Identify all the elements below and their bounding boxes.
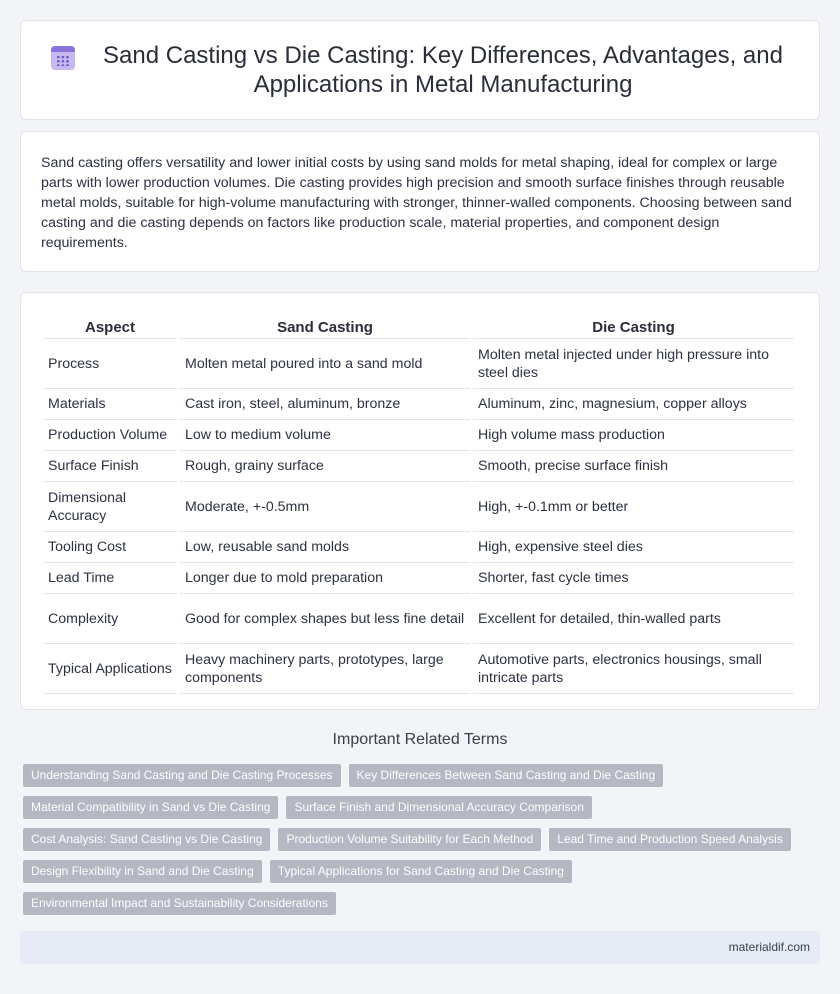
related-terms-tags: [23, 764, 823, 915]
sand-casting-cell: Low, reusable sand molds: [180, 532, 470, 563]
table-row: [43, 339, 794, 389]
table-row: [43, 644, 794, 694]
table-row: [43, 451, 794, 482]
sand-casting-cell: Rough, grainy surface: [180, 451, 470, 482]
related-terms-heading: Important Related Terms: [332, 731, 508, 748]
related-term-tag[interactable]: Environmental Impact and Sustainability Considerations: [23, 892, 336, 915]
sand-casting-cell: Low to medium volume: [180, 420, 470, 451]
table-row: [43, 532, 794, 563]
aspect-cell: Process: [43, 339, 177, 389]
aspect-cell: Surface Finish: [43, 451, 177, 482]
aspect-cell: Complexity: [43, 594, 177, 644]
related-term-tag[interactable]: Cost Analysis: Sand Casting vs Die Casting: [23, 828, 270, 851]
sand-casting-cell: Molten metal poured into a sand mold: [180, 339, 470, 389]
comparison-table: [40, 313, 797, 694]
table-row: [43, 563, 794, 594]
intro-card: [20, 131, 820, 272]
aspect-cell: Dimensional Accuracy: [43, 482, 177, 532]
header-aspect: Aspect: [43, 313, 177, 339]
related-term-tag[interactable]: Lead Time and Production Speed Analysis: [549, 828, 790, 851]
page-title: Sand Casting vs Die Casting: Key Differences, Advantages, and Applications in Metal Manufacturing: [103, 42, 783, 98]
aspect-cell: Tooling Cost: [43, 532, 177, 563]
title-card: [20, 20, 820, 120]
die-casting-cell: Aluminum, zinc, magnesium, copper alloys: [473, 389, 794, 420]
die-casting-cell: High volume mass production: [473, 420, 794, 451]
related-term-tag[interactable]: Design Flexibility in Sand and Die Casting: [23, 860, 262, 883]
footer-site-link[interactable]: materialdif.com: [728, 940, 810, 954]
aspect-cell: Materials: [43, 389, 177, 420]
table-header-row: [43, 313, 794, 339]
die-casting-cell: Smooth, precise surface finish: [473, 451, 794, 482]
related-term-tag[interactable]: Surface Finish and Dimensional Accuracy Comparison: [286, 796, 591, 819]
die-casting-cell: Shorter, fast cycle times: [473, 563, 794, 594]
intro-paragraph: Sand casting offers versatility and lower initial costs by using sand molds for metal shaping, ideal for complex or large parts with lower production volumes. Die casting provides high precision and smooth surface finishes through reusable metal molds, suitable for high-volume manufacturing with stronger, thinner-walled components. Choosing between sand casting and die casting depends on factors like production scale, material properties, and component design requirements.: [41, 155, 792, 251]
aspect-cell: Lead Time: [43, 563, 177, 594]
related-term-tag[interactable]: Typical Applications for Sand Casting and Die Casting: [270, 860, 572, 883]
related-term-tag[interactable]: Production Volume Suitability for Each Method: [278, 828, 541, 851]
sand-casting-cell: Cast iron, steel, aluminum, bronze: [180, 389, 470, 420]
table-row: [43, 482, 794, 532]
related-term-tag[interactable]: Key Differences Between Sand Casting and Die Casting: [349, 764, 664, 787]
die-casting-cell: High, expensive steel dies: [473, 532, 794, 563]
footer: [20, 931, 820, 964]
calendar-icon: [51, 46, 75, 70]
table-row: [43, 420, 794, 451]
die-casting-cell: Molten metal injected under high pressure into steel dies: [473, 339, 794, 389]
sand-casting-cell: Good for complex shapes but less fine detail: [180, 594, 470, 644]
related-term-tag[interactable]: Understanding Sand Casting and Die Casting Processes: [23, 764, 341, 787]
table-row: [43, 594, 794, 644]
header-die-casting: Die Casting: [473, 313, 794, 339]
die-casting-cell: Excellent for detailed, thin-walled parts: [473, 594, 794, 644]
aspect-cell: Typical Applications: [43, 644, 177, 694]
die-casting-cell: Automotive parts, electronics housings, small intricate parts: [473, 644, 794, 694]
sand-casting-cell: Longer due to mold preparation: [180, 563, 470, 594]
table-row: [43, 389, 794, 420]
sand-casting-cell: Moderate, +-0.5mm: [180, 482, 470, 532]
aspect-cell: Production Volume: [43, 420, 177, 451]
sand-casting-cell: Heavy machinery parts, prototypes, large components: [180, 644, 470, 694]
header-sand-casting: Sand Casting: [180, 313, 470, 339]
related-term-tag[interactable]: Material Compatibility in Sand vs Die Casting: [23, 796, 278, 819]
die-casting-cell: High, +-0.1mm or better: [473, 482, 794, 532]
comparison-table-card: [20, 292, 820, 710]
